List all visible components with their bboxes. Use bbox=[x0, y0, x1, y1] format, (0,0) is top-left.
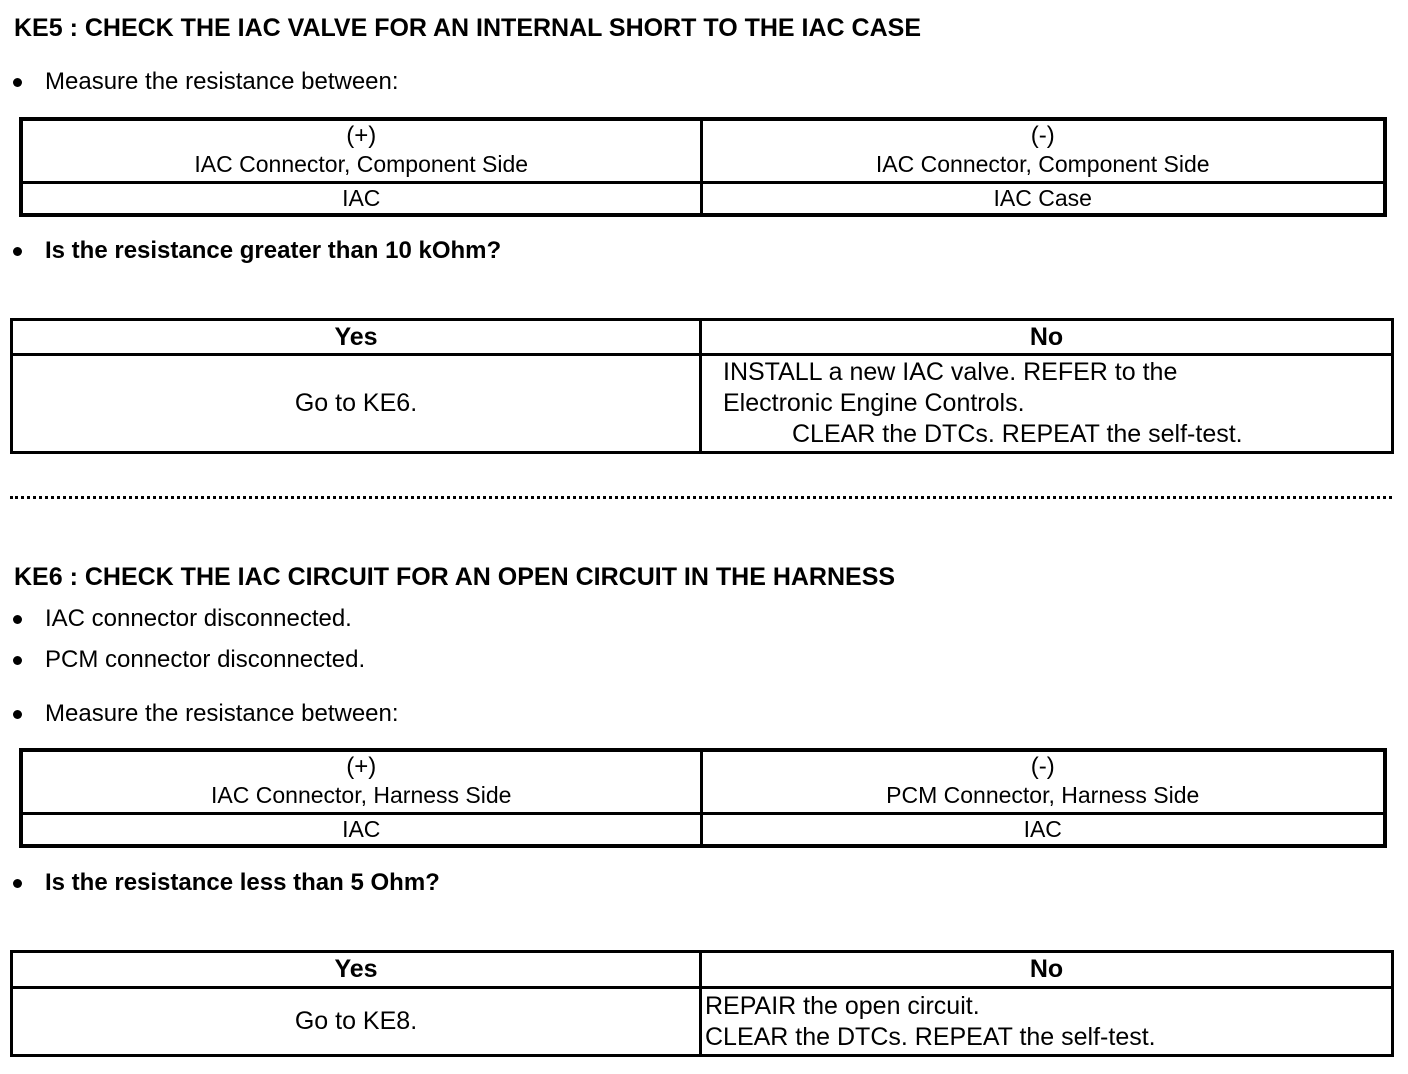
ke5-measure-bullet bbox=[12, 68, 399, 96]
ke6-col1-sign: (+) bbox=[346, 753, 377, 781]
ke6-col2-header-cell bbox=[701, 750, 1385, 813]
ke6-iac-text: IAC connector disconnected. bbox=[45, 605, 352, 632]
ke6-iac-bullet bbox=[12, 605, 352, 633]
ke5-yes-header: Yes bbox=[12, 320, 701, 355]
ke5-col1-header: IAC Connector, Component Side bbox=[194, 151, 529, 178]
ke5-heading: KE5 : CHECK THE IAC VALVE FOR AN INTERNAL SHORT TO THE IAC CASE bbox=[14, 14, 921, 42]
ke6-no-line1: REPAIR the open circuit. bbox=[705, 991, 980, 1020]
ke6-question: Is the resistance less than 5 Ohm? bbox=[45, 869, 440, 896]
ke6-pcm-text: PCM connector disconnected. bbox=[45, 646, 366, 673]
ke5-col1-value: IAC bbox=[21, 182, 701, 215]
bullet-dot-icon bbox=[13, 78, 22, 87]
bullet-dot-icon bbox=[13, 656, 22, 665]
ke6-no-header: No bbox=[701, 952, 1393, 988]
ke5-question-bullet bbox=[12, 237, 501, 265]
ke5-measure-table bbox=[19, 117, 1387, 217]
ke6-yes-cell: Go to KE8. bbox=[12, 988, 701, 1056]
ke6-col2-value: IAC bbox=[701, 813, 1385, 846]
ke6-col2-sign: (-) bbox=[1030, 753, 1055, 781]
ke6-measure-text: Measure the resistance between: bbox=[45, 700, 399, 727]
ke5-col2-header: IAC Connector, Component Side bbox=[875, 151, 1210, 178]
ke6-result-table bbox=[10, 950, 1394, 1057]
ke6-col2-header: PCM Connector, Harness Side bbox=[886, 782, 1200, 809]
bullet-dot-icon bbox=[13, 247, 22, 256]
ke5-col2-sign: (-) bbox=[1030, 122, 1055, 150]
bullet-dot-icon bbox=[13, 879, 22, 888]
ke6-heading: KE6 : CHECK THE IAC CIRCUIT FOR AN OPEN CIRCUIT IN THE HARNESS bbox=[14, 563, 896, 591]
ke6-no-cell bbox=[701, 988, 1393, 1056]
ke5-result-table bbox=[10, 318, 1394, 454]
ke5-col2-value: IAC Case bbox=[701, 182, 1385, 215]
ke5-no-line3: CLEAR the DTCs. REPEAT the self-test. bbox=[792, 420, 1243, 448]
ke5-no-line2: Electronic Engine Controls. bbox=[723, 389, 1025, 417]
ke6-col1-value: IAC bbox=[21, 813, 701, 846]
ke5-col1-header-cell bbox=[21, 119, 701, 182]
ke6-pcm-bullet bbox=[12, 646, 365, 674]
ke6-no-line2: CLEAR the DTCs. REPEAT the self-test. bbox=[705, 1022, 1156, 1051]
bullet-dot-icon bbox=[13, 710, 22, 719]
ke5-yes-cell: Go to KE6. bbox=[12, 355, 701, 453]
ke5-no-header: No bbox=[701, 320, 1393, 355]
ke6-question-bullet bbox=[12, 869, 440, 897]
ke5-no-line1: INSTALL a new IAC valve. REFER to the bbox=[723, 358, 1178, 386]
ke5-question: Is the resistance greater than 10 kOhm? bbox=[45, 237, 502, 264]
ke6-measure-table bbox=[19, 748, 1387, 848]
ke5-no-cell bbox=[701, 355, 1393, 453]
ke5-col1-sign: (+) bbox=[346, 122, 377, 150]
ke6-col1-header: IAC Connector, Harness Side bbox=[211, 782, 512, 809]
section-divider bbox=[10, 496, 1392, 499]
ke6-measure-bullet bbox=[12, 700, 399, 728]
ke5-col2-header-cell bbox=[701, 119, 1385, 182]
ke6-col1-header-cell bbox=[21, 750, 701, 813]
ke6-yes-header: Yes bbox=[12, 952, 701, 988]
bullet-dot-icon bbox=[13, 615, 22, 624]
ke5-measure-text: Measure the resistance between: bbox=[45, 68, 399, 95]
